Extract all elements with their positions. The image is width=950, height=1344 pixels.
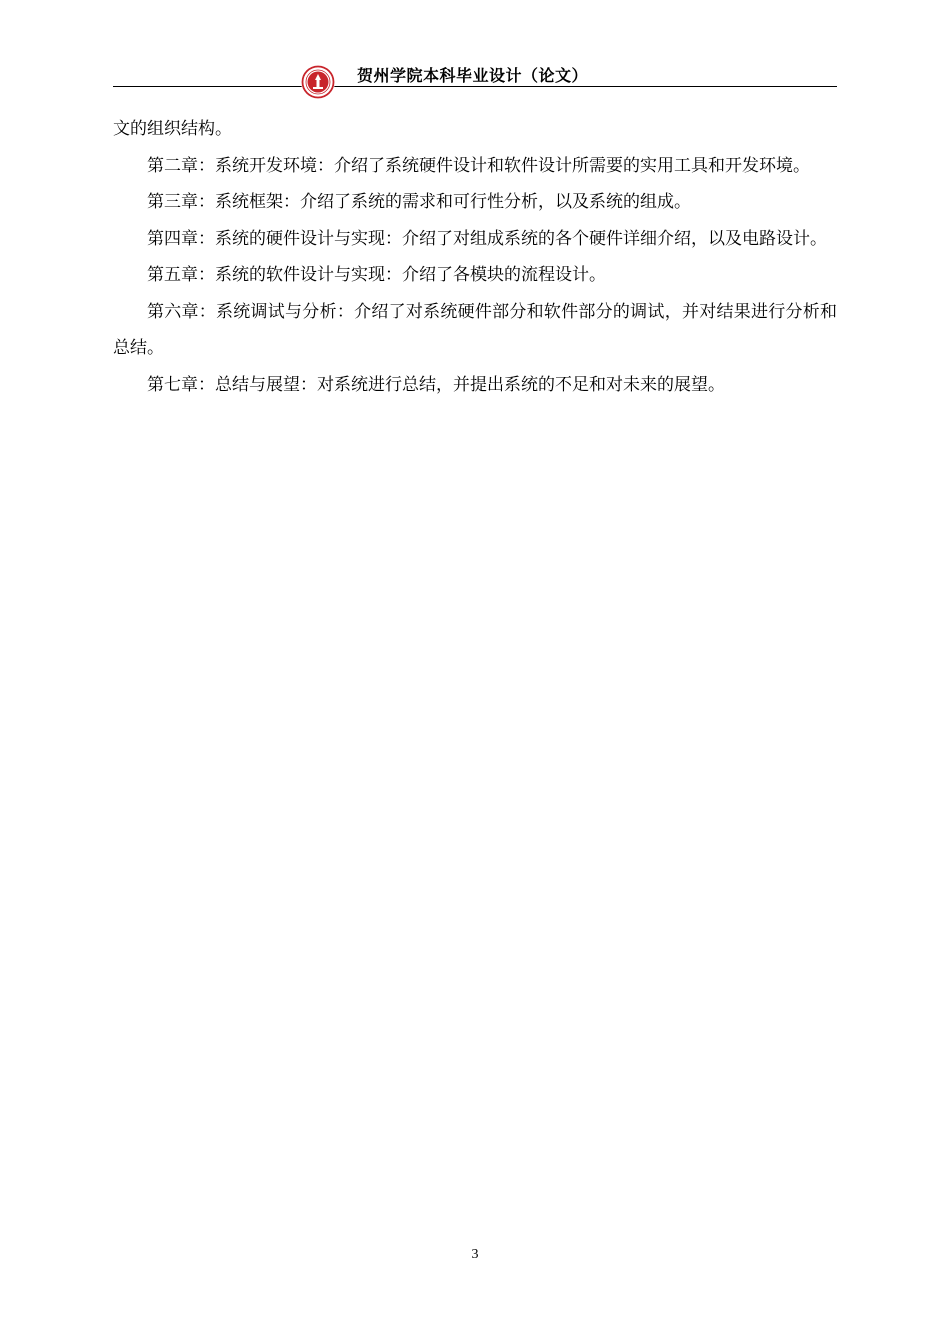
body-text [113, 111, 837, 403]
header-rule [113, 86, 837, 87]
university-seal-icon [301, 65, 335, 99]
paragraph-chapter-5: 第五章：系统的软件设计与实现：介绍了各模块的流程设计。 [147, 265, 606, 285]
page-header [113, 62, 837, 102]
paragraph-chapter-4: 第四章：系统的硬件设计与实现：介绍了对组成系统的各个硬件详细介绍，以及电路设计。 [147, 228, 827, 249]
paragraph-chapter-3: 第三章：系统框架：介绍了系统的需求和可行性分析，以及系统的组成。 [147, 192, 691, 212]
paragraph-chapter-7: 第七章：总结与展望：对系统进行总结，并提出系统的不足和对未来的展望。 [147, 374, 725, 395]
page-number: 3 [471, 1247, 479, 1262]
header-title: 贺州学院本科毕业设计（论文） [357, 66, 589, 85]
paragraph-chapter-6: 第六章：系统调试与分析：介绍了对系统硬件部分和软件部分的调试，并对结果进行分析和总结。 [113, 301, 837, 358]
paragraph-continued: 文的组织结构。 [113, 119, 232, 139]
paragraph-chapter-2: 第二章：系统开发环境：介绍了系统硬件设计和软件设计所需要的实用工具和开发环境。 [147, 155, 810, 176]
